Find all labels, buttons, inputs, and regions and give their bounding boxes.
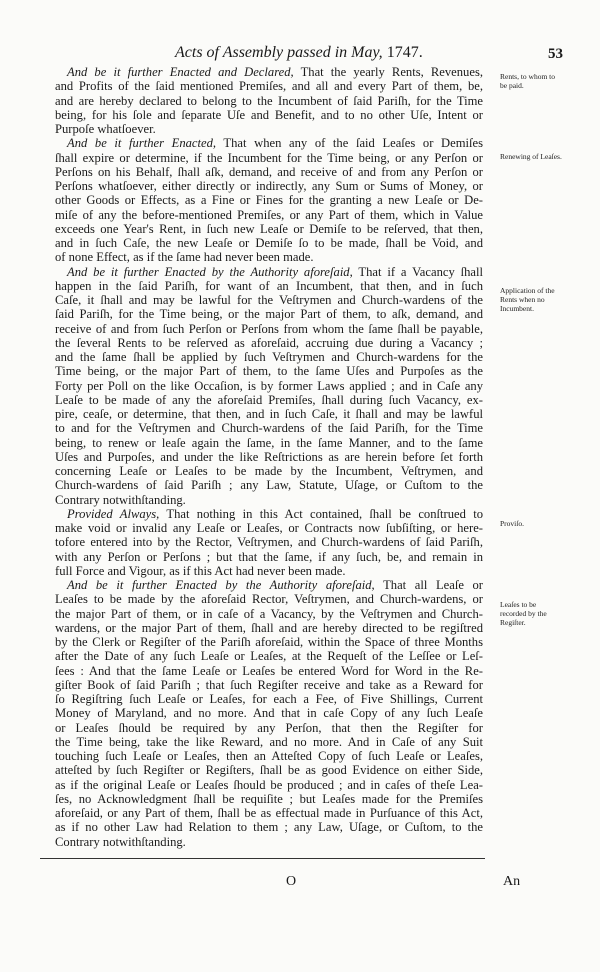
line-text: tofore entered into by the Rector, Veſtrymen, and Church-wardens of ſaid Pariſh, <box>55 535 483 550</box>
line-text: Leaſe to be made of any the aforeſaid Premiſes, ſhall during ſuch Vacancy, ex- <box>55 392 483 407</box>
line-text: ſhall expire or determine, if the Incumbent for the Time being, or any Perſon or <box>55 150 483 165</box>
text-line <box>55 193 483 207</box>
line-text: with any Perſon or Perſons ; but that the ſame, if any ſuch, be, and remain in <box>55 549 483 564</box>
text-line <box>55 436 483 450</box>
line-text: Perſons whatſoever, either directly or indirectly, any Sum or Sums of Money, or <box>55 179 483 193</box>
margin-note: Renewing of Leaſes. <box>500 152 562 161</box>
line-text: the ſeveral Rents to be reſerved as aforeſaid, accruing due during a Vacancy ; <box>55 335 483 350</box>
line-text: giſter Book of ſaid Pariſh ; that ſuch Regiſter receive and take as a Reward for <box>55 677 483 692</box>
text-line <box>55 635 483 649</box>
text-line <box>55 706 483 720</box>
line-text: That nothing in this Act contained, ſhall be conſtrued to <box>159 506 483 521</box>
line-text: and are hereby declared to belong to the Incumbent of ſaid Pariſh, for the Time <box>55 93 483 108</box>
margin-note: Application of the Rents when no Incumbent. <box>500 286 555 313</box>
text-line <box>55 792 483 806</box>
text-line <box>55 820 483 834</box>
text-line <box>55 621 483 635</box>
line-text: Caſe, it ſhall and may be lawful for the Veſtrymen and Church-wardens of the <box>55 293 483 307</box>
line-text: ſo Regiſtring ſuch Leaſe or Leaſes, for each a Fee, of Five Shillings, Current <box>55 692 483 706</box>
line-text: ſes, no Acknowledgment ſhall be requiſite ; but Leaſes made for the Premiſes <box>55 791 483 806</box>
line-text: That when any of the ſaid Leaſes or Demiſes <box>216 136 483 151</box>
line-text: Time being, or the major Part of them, to the ſame Uſes and Purpoſes as the <box>55 364 483 379</box>
line-text: happen in the ſaid Pariſh, for want of an Incumbent, that then, and in ſuch <box>55 278 483 293</box>
enacting-clause: And be it further Enacted by the Authority aforeſaid, <box>67 578 375 592</box>
text-line <box>55 136 483 150</box>
text-line <box>55 364 483 378</box>
footer-rule <box>40 858 485 859</box>
text-line <box>55 478 483 492</box>
text-line <box>55 721 483 735</box>
line-text: being, to renew or leaſe again the ſame, in the ſame Manner, and to the ſame <box>55 435 483 450</box>
text-line <box>55 250 483 264</box>
text-line <box>55 493 483 507</box>
line-text: or Leaſes ſhould be required by any Perſon, that then the Regiſter for <box>55 720 483 735</box>
running-title <box>175 44 423 62</box>
line-text: pire, ceaſe, or determine, that then, and in ſuch Caſe, it ſhall and may be lawful <box>55 407 483 421</box>
text-line <box>55 336 483 350</box>
text-line <box>55 535 483 549</box>
page-number: 53 <box>548 46 563 62</box>
line-text: the major Part of them, or in caſe of a Vacancy, by the Veſtrymen and Church- <box>55 606 483 621</box>
running-title-year: 1747. <box>386 44 423 61</box>
line-text: ſees : And that the ſame Leaſe or Leaſes be entered Word for Word in the Re- <box>55 663 483 678</box>
catchword: An <box>503 874 521 889</box>
line-text: atteſted by ſuch Regiſter or Regiſters, ſhall be as good Evidence on either Side, <box>55 763 483 778</box>
line-text: as if the original Leaſe or Leaſes ſhould be produced ; and in caſes of theſe Lea- <box>55 777 483 792</box>
line-text: wardens, or the major Part of them, ſhall and are hereby directed to be regiſtred <box>55 620 483 635</box>
paragraph <box>55 65 483 136</box>
line-text: by the Clerk or Regiſter of the Pariſh aforeſaid, within the Space of three Months <box>55 635 483 649</box>
line-text: That the yearly Rents, Revenues, <box>293 65 483 79</box>
signature-mark: O <box>286 874 297 889</box>
text-line <box>55 835 483 849</box>
line-text: concerning Leaſe or Leaſes to be made by the Incumbent, Veſtrymen, and <box>55 464 483 478</box>
line-text: and in ſuch Caſe, the new Leaſe or Demiſe ſo to be made, ſhall be Void, and <box>55 236 483 250</box>
text-line <box>55 293 483 307</box>
line-text: full Force and Vigour, as if this Act had never been made. <box>55 563 346 578</box>
line-text: That if a Vacancy ſhall <box>352 264 483 279</box>
line-text: Contrary notwithſtanding. <box>55 492 186 507</box>
line-text: receive of and from ſuch Perſon or Perſons from whom the ſame ſhall be payable, <box>55 321 483 336</box>
text-line <box>55 350 483 364</box>
text-line <box>55 592 483 606</box>
text-line <box>55 763 483 777</box>
enacting-clause: And be it further Enacted, <box>67 136 217 151</box>
text-line <box>55 393 483 407</box>
text-line <box>55 407 483 421</box>
text-line <box>55 79 483 93</box>
text-line <box>55 692 483 706</box>
text-line <box>55 236 483 250</box>
text-line <box>55 806 483 820</box>
line-text: Church-wardens of ſaid Pariſh ; any Law, Statute, Uſage, or Cuſtom to the <box>55 478 483 493</box>
paragraph <box>55 136 483 264</box>
enacting-clause: And be it further Enacted by the Authority aforeſaid, <box>67 264 353 279</box>
enacting-clause: Provided Always, <box>67 506 160 521</box>
margin-note: Leaſes to be recorded by the Regiſter. <box>500 600 547 627</box>
text-line <box>55 649 483 663</box>
line-text: Contrary notwithſtanding. <box>55 834 186 849</box>
paragraph <box>55 507 483 578</box>
text-line <box>55 507 483 521</box>
text-line <box>55 578 483 592</box>
text-line <box>55 735 483 749</box>
line-text: being, for his ſole and ſeparate Uſe and Benefit, and to no other Uſe, Intent or <box>55 107 483 122</box>
text-line <box>55 65 483 79</box>
text-line <box>55 749 483 763</box>
text-line <box>55 94 483 108</box>
paragraph <box>55 578 483 849</box>
running-title-text: Acts of Assembly passed in May, <box>175 44 383 61</box>
line-text: to and for the Veſtrymen and Church-wardens of the ſaid Pariſh, for the Time <box>55 421 483 436</box>
paragraph <box>55 265 483 507</box>
line-text: and Profits of the ſaid mentioned Premiſes, and all and every Part of them, be, <box>55 79 483 94</box>
line-text: make void or invalid any Leaſe or Leaſes, or Contracts now ſubſiſting, or here- <box>55 521 483 535</box>
body-text <box>55 65 483 849</box>
line-text: Perſons on his Behalf, ſhall aſk, demand, and receive of and from any Perſon or <box>55 164 483 179</box>
margin-note: Proviſo. <box>500 519 524 528</box>
line-text: after the Date of any ſuch Leaſe or Leaſes, at the Requeſt of the Leſſee or Leſ- <box>55 649 483 664</box>
text-line <box>55 279 483 293</box>
line-text: the Time being, take the like Reward, and no more. And in Caſe of any Suit <box>55 734 483 749</box>
text-line <box>55 108 483 122</box>
text-line <box>55 450 483 464</box>
text-line <box>55 322 483 336</box>
line-text: That all Leaſe or <box>374 578 483 592</box>
line-text: ſaid Pariſh, for the Time being, or the major Part of them, to aſk, demand, and <box>55 307 483 322</box>
text-line <box>55 607 483 621</box>
line-text: Purpoſe whatſoever. <box>55 122 156 136</box>
text-line <box>55 678 483 692</box>
line-text: exceeds one Year's Rent, in ſuch new Leaſe or Demiſe to be reſerved, that then, <box>55 221 483 236</box>
text-line <box>55 165 483 179</box>
line-text: and the ſame ſhall be applied by ſuch Veſtrymen and Church-wardens for the <box>55 350 483 364</box>
line-text: Forty per Poll on the like Occaſion, is by former Laws applied ; and in Caſe any <box>55 378 483 393</box>
text-line <box>55 307 483 321</box>
line-text: Money of Maryland, and no more. And that in caſe Copy of any ſuch Leaſe <box>55 706 483 721</box>
line-text: of none Effect, as if the ſame had never been made. <box>55 250 314 265</box>
text-line <box>55 151 483 165</box>
enacting-clause: And be it further Enacted and Declared, <box>67 65 294 79</box>
text-line <box>55 265 483 279</box>
line-text: aforeſaid, or any Part of them, ſhall be as effectual made in Purſuance of this Act, <box>55 806 483 820</box>
line-text: touching ſuch Leaſe or Leaſes, then an Atteſted Copy of ſuch Leaſe or Leaſes, <box>55 749 483 763</box>
line-text: as if no other Law had Relation to them ; any Law, Uſage, or Cuſtom, to the <box>55 820 483 835</box>
text-line <box>55 521 483 535</box>
text-line <box>55 208 483 222</box>
margin-note: Rents, to whom to be paid. <box>500 72 556 90</box>
text-line <box>55 122 483 136</box>
line-text: other Goods or Effects, as a Fine or Fines for the granting a new Leaſe or De- <box>55 193 483 208</box>
line-text: Uſes and Purpoſes, and under the like Reſtrictions as are herein before ſet forth <box>55 449 483 464</box>
text-line <box>55 564 483 578</box>
text-line <box>55 179 483 193</box>
text-line <box>55 550 483 564</box>
text-line <box>55 664 483 678</box>
text-line <box>55 222 483 236</box>
line-text: miſe of any the before-mentioned Premiſes, or any Part of them, which in Value <box>55 207 483 222</box>
text-line <box>55 379 483 393</box>
text-line <box>55 778 483 792</box>
text-line <box>55 464 483 478</box>
text-line <box>55 421 483 435</box>
line-text: Leaſes to be made by the aforeſaid Rector, Veſtrymen, and Church-wardens, or <box>55 592 483 607</box>
